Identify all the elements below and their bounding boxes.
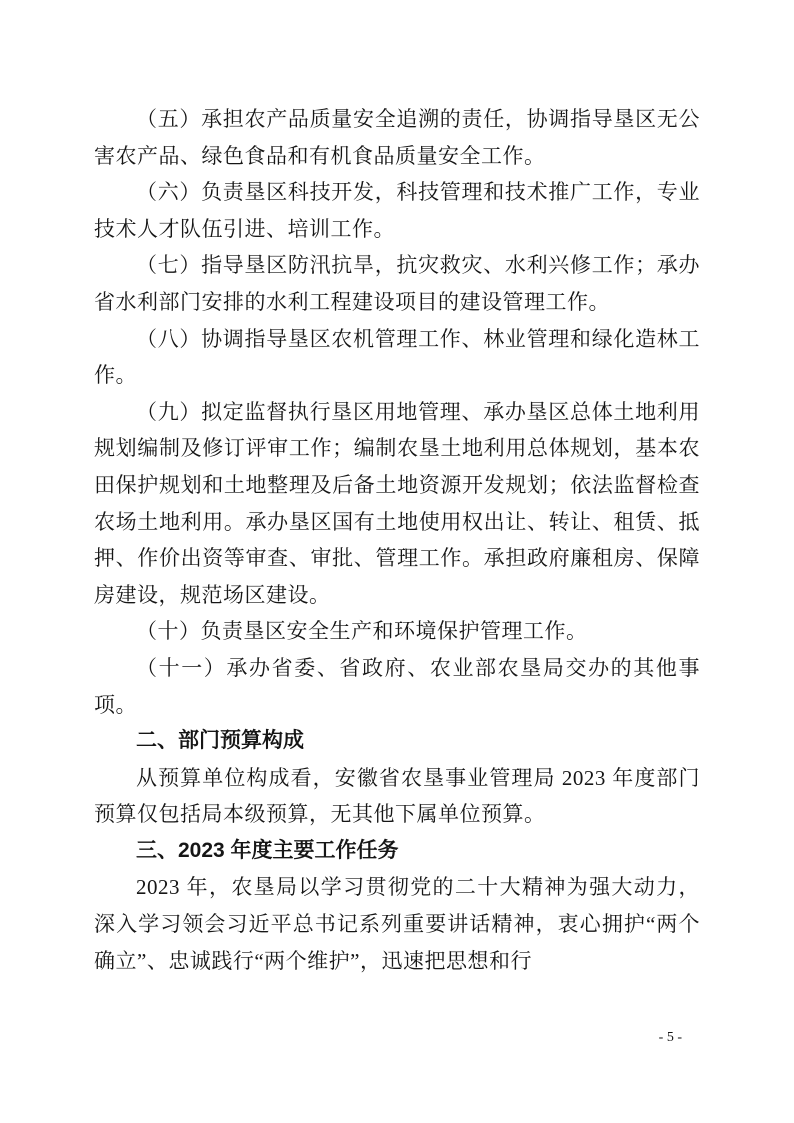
body-paragraph: 从预算单位构成看，安徽省农垦事业管理局 2023 年度部门预算仅包括局本级预算，无其他下属单位预算。 xyxy=(94,765,700,827)
body-paragraph: （七）指导垦区防汛抗旱，抗灾救灾、水利兴修工作；承办省水利部门安排的水利工程建设项目的建设管理工作。 xyxy=(94,253,700,314)
body-paragraph: （十一）承办省委、省政府、农业部农垦局交办的其他事项。 xyxy=(94,655,700,717)
body-paragraph: （六）负责垦区科技开发，科技管理和技术推广工作，专业技术人才队伍引进、培训工作。 xyxy=(94,180,700,241)
body-paragraph: 2023 年，农垦局以学习贯彻党的二十大精神为强大动力，深入学习领会习近平总书记系列重要讲话精神，衷心拥护“两个确立”、忠诚践行“两个维护”，迅速把思想和行 xyxy=(94,875,700,973)
body-paragraph: （九）拟定监督执行垦区用地管理、承办垦区总体土地利用规划编制及修订评审工作；编制农垦土地利用总体规划，基本农田保护规划和土地整理及后备土地资源开发规划；依法监督检查农场土地利用。承办垦区国有土地使用权出让、转让、租赁、抵押、作价出资等审查、审批、管理工作。承担政府廉租房、保障房建设，规范场区建设。 xyxy=(94,399,700,607)
page-number: - 5 - xyxy=(658,1030,682,1045)
section-heading: 二、部门预算构成 xyxy=(136,729,304,753)
body-paragraph: （五）承担农产品质量安全追溯的责任，协调指导垦区无公害农产品、绿色食品和有机食品质量安全工作。 xyxy=(94,107,700,168)
section-heading: 三、2023 年度主要工作任务 xyxy=(136,838,399,862)
body-paragraph: （十）负责垦区安全生产和环境保护管理工作。 xyxy=(136,619,588,644)
body-paragraph: （八）协调指导垦区农机管理工作、林业管理和绿化造林工作。 xyxy=(94,326,700,388)
document-body xyxy=(94,101,700,979)
